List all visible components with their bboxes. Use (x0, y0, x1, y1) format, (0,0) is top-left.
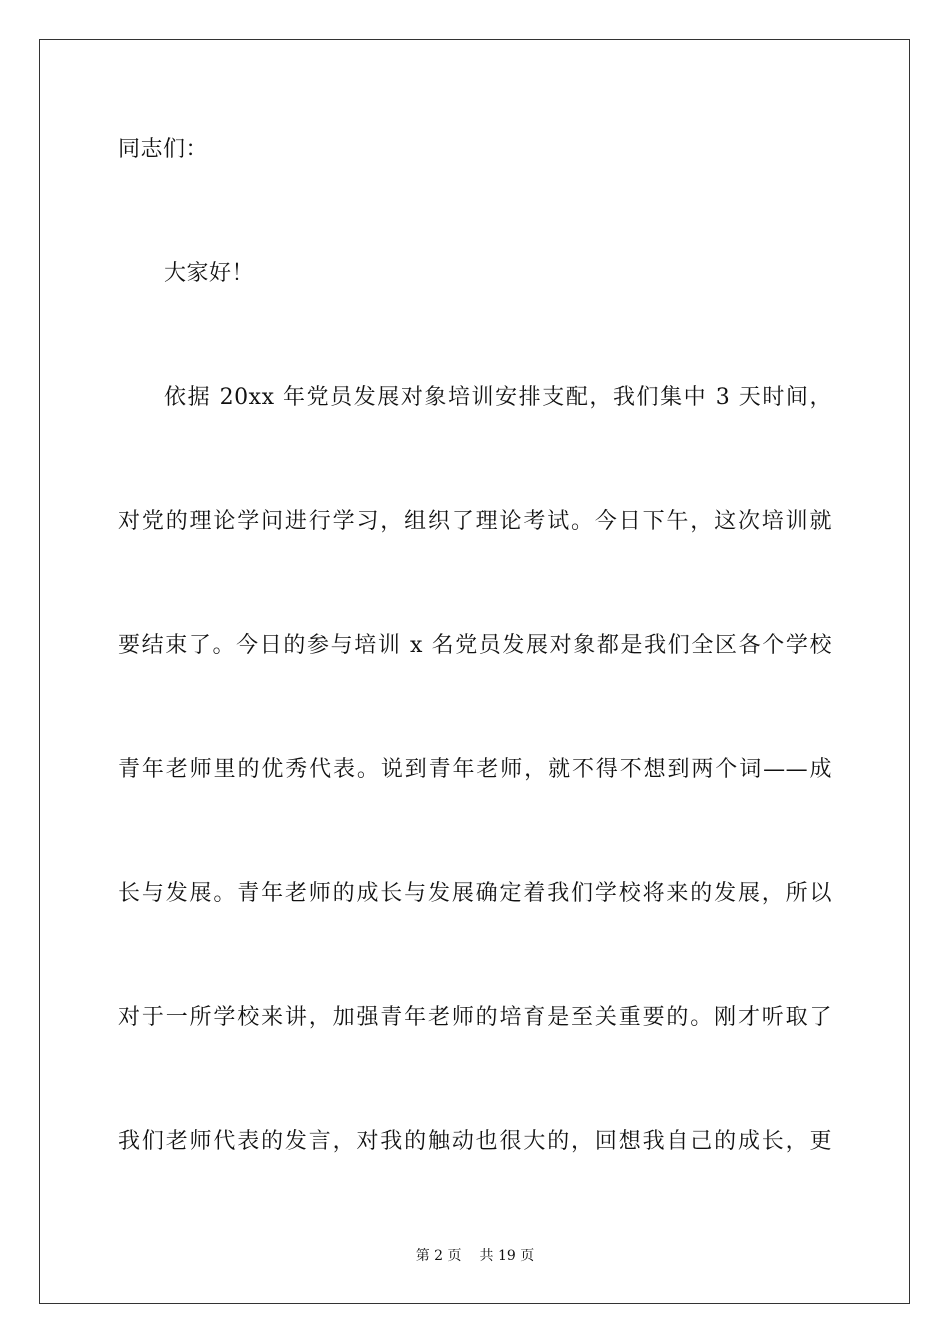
paragraph-line: 长与发展。青年老师的成长与发展确定着我们学校将来的发展，所以 (118, 881, 832, 906)
paragraph-line: 对党的理论学问进行学习，组织了理论考试。今日下午，这次培训就 (118, 509, 832, 534)
page-footer (0, 1246, 950, 1266)
salutation: 同志们： (118, 137, 209, 162)
paragraph-line: 我们老师代表的发言，对我的触动也很大的，回想我自己的成长，更 (118, 1129, 832, 1154)
paragraph-line: 要结束了。今日的参与培训 x 名党员发展对象都是我们全区各个学校 (118, 633, 832, 658)
paragraph-line: 青年老师里的优秀代表。说到青年老师，就不得不想到两个词——成 (118, 757, 832, 782)
greeting: 大家好！ (164, 261, 255, 286)
paragraph-line: 依据 20xx 年党员发展对象培训安排支配，我们集中 3 天时间， (164, 385, 832, 410)
page-number: 第 2 页 (415, 1248, 462, 1264)
page-total: 共 19 页 (479, 1248, 535, 1264)
page-border (39, 39, 910, 1304)
paragraph-line: 对于一所学校来讲，加强青年老师的培育是至关重要的。刚才听取了 (118, 1005, 832, 1030)
